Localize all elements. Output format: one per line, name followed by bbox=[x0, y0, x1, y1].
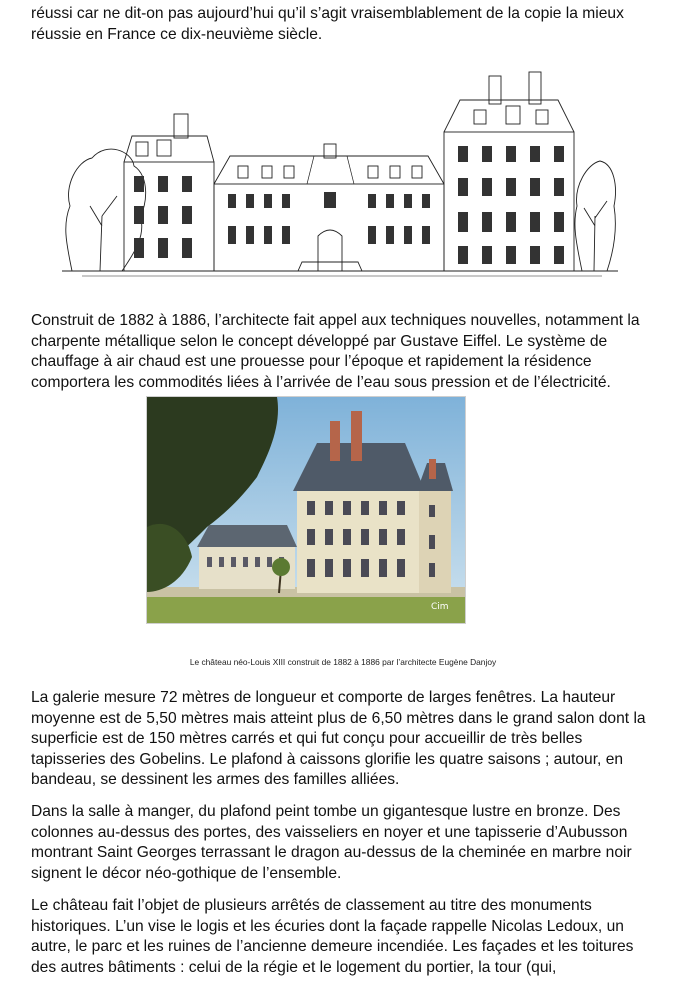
text-line: réussie en France ce dix-neuvième siècle. bbox=[31, 25, 323, 43]
text-line: charpente métallique selon le concept développé par Gustave Eiffel. Le système de bbox=[31, 332, 608, 350]
text-line: La galerie mesure 72 mètres de longueur et comporte de larges fenêtres. La hauteur bbox=[31, 689, 616, 706]
text-line: chauffage à air chaud est une prouesse pour l’époque et rapidement la résidence bbox=[31, 353, 592, 371]
photo-caption: Le château néo-Louis XIII construit de 1882 à 1886 par l’architecte Eugène Danjoy bbox=[189, 657, 497, 667]
text-line: Dans la salle à manger, du plafond peint tombe un gigantesque lustre en bronze. Des bbox=[31, 803, 621, 820]
text-line: historiques. L’un vise le logis et les écuries dont la façade rappelle Nicolas Ledoux, un bbox=[31, 917, 624, 935]
chateau-photo bbox=[146, 396, 466, 624]
text-line: Le château fait l’objet de plusieurs arrêtés de classement au titre des monuments bbox=[31, 897, 592, 914]
paragraph-galerie bbox=[31, 688, 671, 791]
text-line: bandeau, se dessinent les armes des familles alliées. bbox=[31, 771, 400, 789]
text-line: réussi car ne dit-on pas aujourd’hui qu’il s’agit vraisemblablement de la copie la mieux bbox=[31, 5, 624, 22]
intro-paragraph bbox=[31, 4, 671, 45]
text-line: montrant Saint Georges terrassant le dragon au-dessus de la cheminée en marbre noir bbox=[31, 844, 632, 862]
text-line: colonnes au-dessus des portes, des vaisseliers en noyer et une tapisserie d’Aubusson bbox=[31, 823, 628, 841]
paragraph-classement bbox=[31, 896, 671, 978]
text-line: tapisseries des Gobelins. Le plafond à caissons glorifie les quatre saisons ; autour, en bbox=[31, 750, 624, 768]
text-line: comportera les commodités liées à l’arrivée de l’eau sous pression et de l’électricité. bbox=[31, 373, 611, 391]
text-line: autre, le parc et les ruines de l’ancienne demeure incendiée. Les façades et les toitures bbox=[31, 938, 634, 956]
text-line: Construit de 1882 à 1886, l’architecte fait appel aux techniques nouvelles, notamment la bbox=[31, 312, 640, 329]
chateau-line-drawing bbox=[62, 66, 618, 280]
text-line: signent le décor néo-gothique de l’ensemble. bbox=[31, 864, 342, 882]
paragraph-salle-a-manger bbox=[31, 802, 671, 884]
text-line: moyenne est de 5,50 mètres mais atteint plus de 6,50 mètres dans le grand salon dont la bbox=[31, 709, 646, 727]
photo-postmark: Cim bbox=[431, 602, 449, 612]
text-line: des autres bâtiments : celui de la régie et le logement du portier, la tour (qui, bbox=[31, 958, 557, 976]
text-line: superficie est de 150 mètres carrés et qui fut conçu pour accueillir de très belles bbox=[31, 730, 583, 748]
paragraph-construction bbox=[31, 311, 671, 393]
